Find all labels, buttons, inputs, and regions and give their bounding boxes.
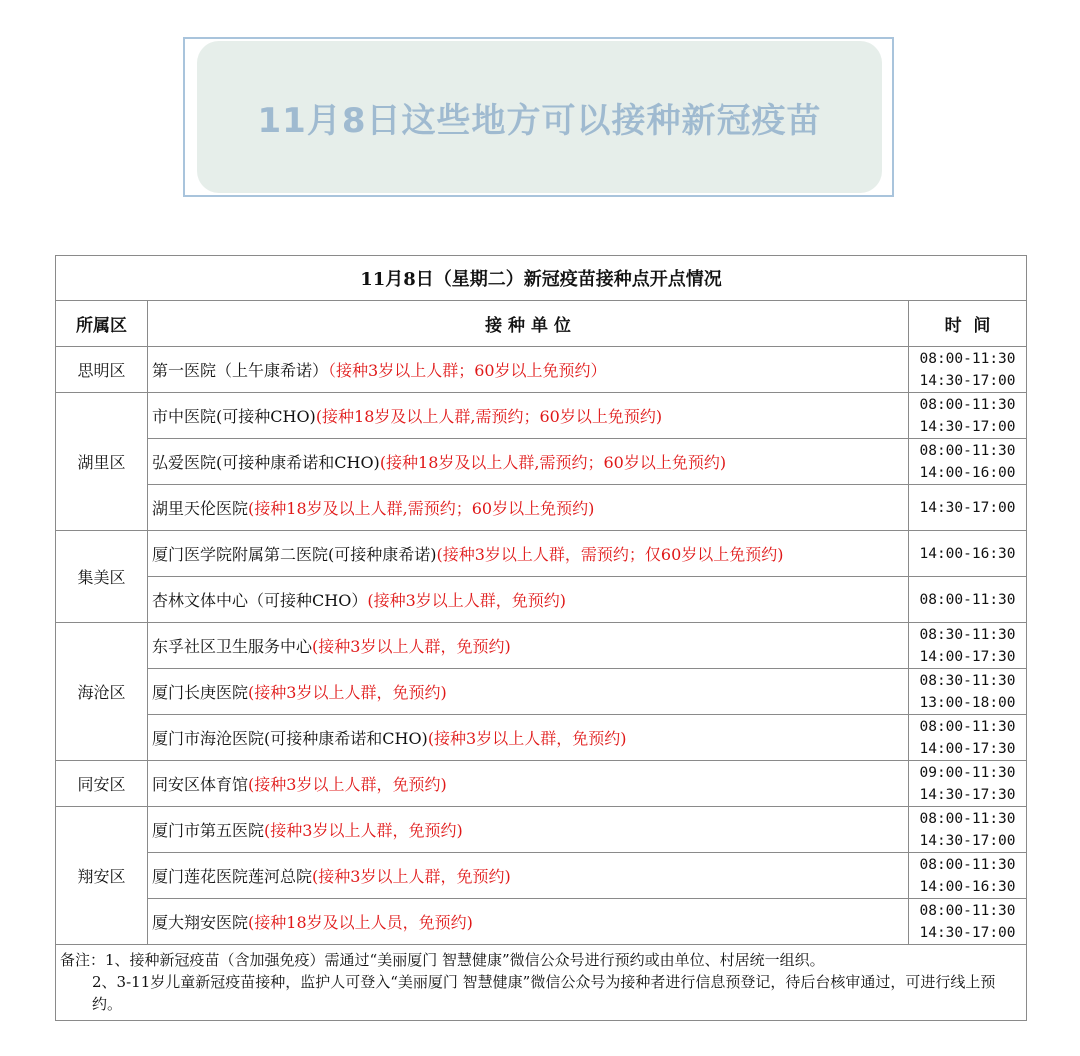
unit-name: 厦门医学院附属第二医院(可接种康希诺) xyxy=(152,545,437,564)
table-row xyxy=(56,485,1027,531)
table-row xyxy=(56,623,1027,669)
unit-requirement: (接种3岁以上人群，免预约) xyxy=(367,591,566,610)
time-cell xyxy=(909,531,1027,577)
unit-requirement: (接种3岁以上人群，免预约) xyxy=(312,637,511,656)
unit-cell xyxy=(148,347,909,393)
unit-cell xyxy=(148,807,909,853)
table-row xyxy=(56,669,1027,715)
table-row xyxy=(56,439,1027,485)
unit-name: 第一医院（上午康希诺） xyxy=(152,361,329,380)
unit-cell xyxy=(148,761,909,807)
time-range: 14:00-16:30 xyxy=(919,878,1016,895)
unit-requirement: (接种18岁及以上人群,需预约；60岁以上免预约) xyxy=(379,453,727,472)
unit-requirement: (接种3岁以上人群，免预约) xyxy=(427,729,627,748)
title-banner-panel xyxy=(197,41,882,193)
unit-requirement: (接种3岁以上人群，需预约；仅60岁以上免预约) xyxy=(436,545,784,564)
notes-cell xyxy=(56,945,1027,1021)
table-row xyxy=(56,715,1027,761)
district-cell: 海沧区 xyxy=(56,623,148,761)
table-row xyxy=(56,577,1027,623)
time-range: 13:00-18:00 xyxy=(919,694,1016,711)
time-range: 14:00-16:30 xyxy=(919,545,1016,562)
time-cell xyxy=(909,853,1027,899)
table-row xyxy=(56,531,1027,577)
unit-requirement: (接种18岁及以上人群,需预约；60岁以上免预约) xyxy=(248,499,595,518)
time-cell xyxy=(909,715,1027,761)
time-range: 08:30-11:30 xyxy=(919,672,1016,689)
unit-cell xyxy=(148,715,909,761)
time-cell xyxy=(909,393,1027,439)
time-range: 14:30-17:00 xyxy=(919,372,1016,389)
unit-cell xyxy=(148,393,909,439)
title-banner xyxy=(183,37,894,197)
time-range: 08:00-11:30 xyxy=(919,902,1016,919)
table-row xyxy=(56,899,1027,945)
time-cell xyxy=(909,807,1027,853)
district-cell: 思明区 xyxy=(56,347,148,393)
unit-cell xyxy=(148,669,909,715)
table-row xyxy=(56,393,1027,439)
time-range: 08:00-11:30 xyxy=(919,442,1016,459)
unit-name: 厦门长庚医院 xyxy=(152,683,249,702)
table-row xyxy=(56,761,1027,807)
unit-name: 东孚社区卫生服务中心 xyxy=(152,637,313,656)
time-cell xyxy=(909,623,1027,669)
district-cell: 翔安区 xyxy=(56,807,148,945)
time-cell xyxy=(909,577,1027,623)
unit-name: 弘爱医院(可接种康希诺和CHO) xyxy=(152,453,380,472)
unit-requirement: (接种18岁及以上人员，免预约) xyxy=(248,913,473,932)
time-range: 08:00-11:30 xyxy=(919,718,1016,735)
table-caption: 11月8日（星期二）新冠疫苗接种点开点情况 xyxy=(56,256,1027,301)
time-range: 14:30-17:00 xyxy=(919,499,1016,516)
unit-requirement: (接种3岁以上人群，免预约) xyxy=(264,821,463,840)
time-range: 14:00-16:00 xyxy=(919,464,1016,481)
unit-cell xyxy=(148,577,909,623)
unit-cell xyxy=(148,531,909,577)
unit-name: 市中医院(可接种CHO) xyxy=(152,407,316,426)
unit-requirement: (接种3岁以上人群，免预约) xyxy=(248,683,447,702)
unit-cell xyxy=(148,899,909,945)
time-cell xyxy=(909,485,1027,531)
note-text: 2、3-11岁儿童新冠疫苗接种，监护人可登入“美丽厦门 智慧健康”微信公众号为接种者进行信息预登记，待后台核审通过，可进行线上预约。 xyxy=(92,973,996,1013)
time-cell xyxy=(909,761,1027,807)
time-cell xyxy=(909,669,1027,715)
unit-name: 厦门莲花医院莲河总院 xyxy=(152,867,313,886)
district-cell: 集美区 xyxy=(56,531,148,623)
time-cell xyxy=(909,899,1027,945)
district-cell: 同安区 xyxy=(56,761,148,807)
unit-requirement: (接种3岁以上人群，免预约) xyxy=(312,867,511,886)
unit-name: 厦门市海沧医院(可接种康希诺和CHO) xyxy=(152,729,428,748)
time-range: 08:00-11:30 xyxy=(919,396,1016,413)
vaccination-schedule-table xyxy=(55,255,1027,1021)
note-text: 备注：1、接种新冠疫苗（含加强免疫）需通过“美丽厦门 智慧健康”微信公众号进行预约或由单位、村居统一组织。 xyxy=(60,951,825,969)
time-range: 14:30-17:00 xyxy=(919,924,1016,941)
unit-name: 同安区体育馆 xyxy=(152,775,249,794)
table-row xyxy=(56,853,1027,899)
unit-name: 杏林文体中心（可接种CHO） xyxy=(152,591,368,610)
unit-name: 厦大翔安医院 xyxy=(152,913,249,932)
time-range: 08:00-11:30 xyxy=(919,591,1016,608)
unit-requirement: (接种3岁以上人群，免预约) xyxy=(248,775,447,794)
header-unit: 接 种 单 位 xyxy=(148,301,909,347)
time-range: 09:00-11:30 xyxy=(919,764,1016,781)
time-range: 14:00-17:30 xyxy=(919,648,1016,665)
time-cell xyxy=(909,439,1027,485)
table-row xyxy=(56,347,1027,393)
banner-title: 11月8日这些地方可以接种新冠疫苗 xyxy=(257,100,822,141)
header-district: 所属区 xyxy=(56,301,148,347)
unit-cell xyxy=(148,853,909,899)
time-range: 08:00-11:30 xyxy=(919,810,1016,827)
time-range: 14:30-17:00 xyxy=(919,832,1016,849)
header-time: 时 间 xyxy=(909,301,1027,347)
time-range: 14:30-17:30 xyxy=(919,786,1016,803)
unit-cell xyxy=(148,485,909,531)
time-range: 08:00-11:30 xyxy=(919,856,1016,873)
unit-requirement: （接种3岁以上人群；60岁以上免预约） xyxy=(328,361,607,380)
unit-cell xyxy=(148,439,909,485)
district-cell: 湖里区 xyxy=(56,393,148,531)
time-range: 14:00-17:30 xyxy=(919,740,1016,757)
time-range: 14:30-17:00 xyxy=(919,418,1016,435)
time-range: 08:00-11:30 xyxy=(919,350,1016,367)
time-cell xyxy=(909,347,1027,393)
unit-cell xyxy=(148,623,909,669)
table-row xyxy=(56,807,1027,853)
time-range: 08:30-11:30 xyxy=(919,626,1016,643)
unit-name: 湖里天伦医院 xyxy=(152,499,249,518)
unit-requirement: (接种18岁及以上人群,需预约；60岁以上免预约) xyxy=(315,407,663,426)
unit-name: 厦门市第五医院 xyxy=(152,821,265,840)
